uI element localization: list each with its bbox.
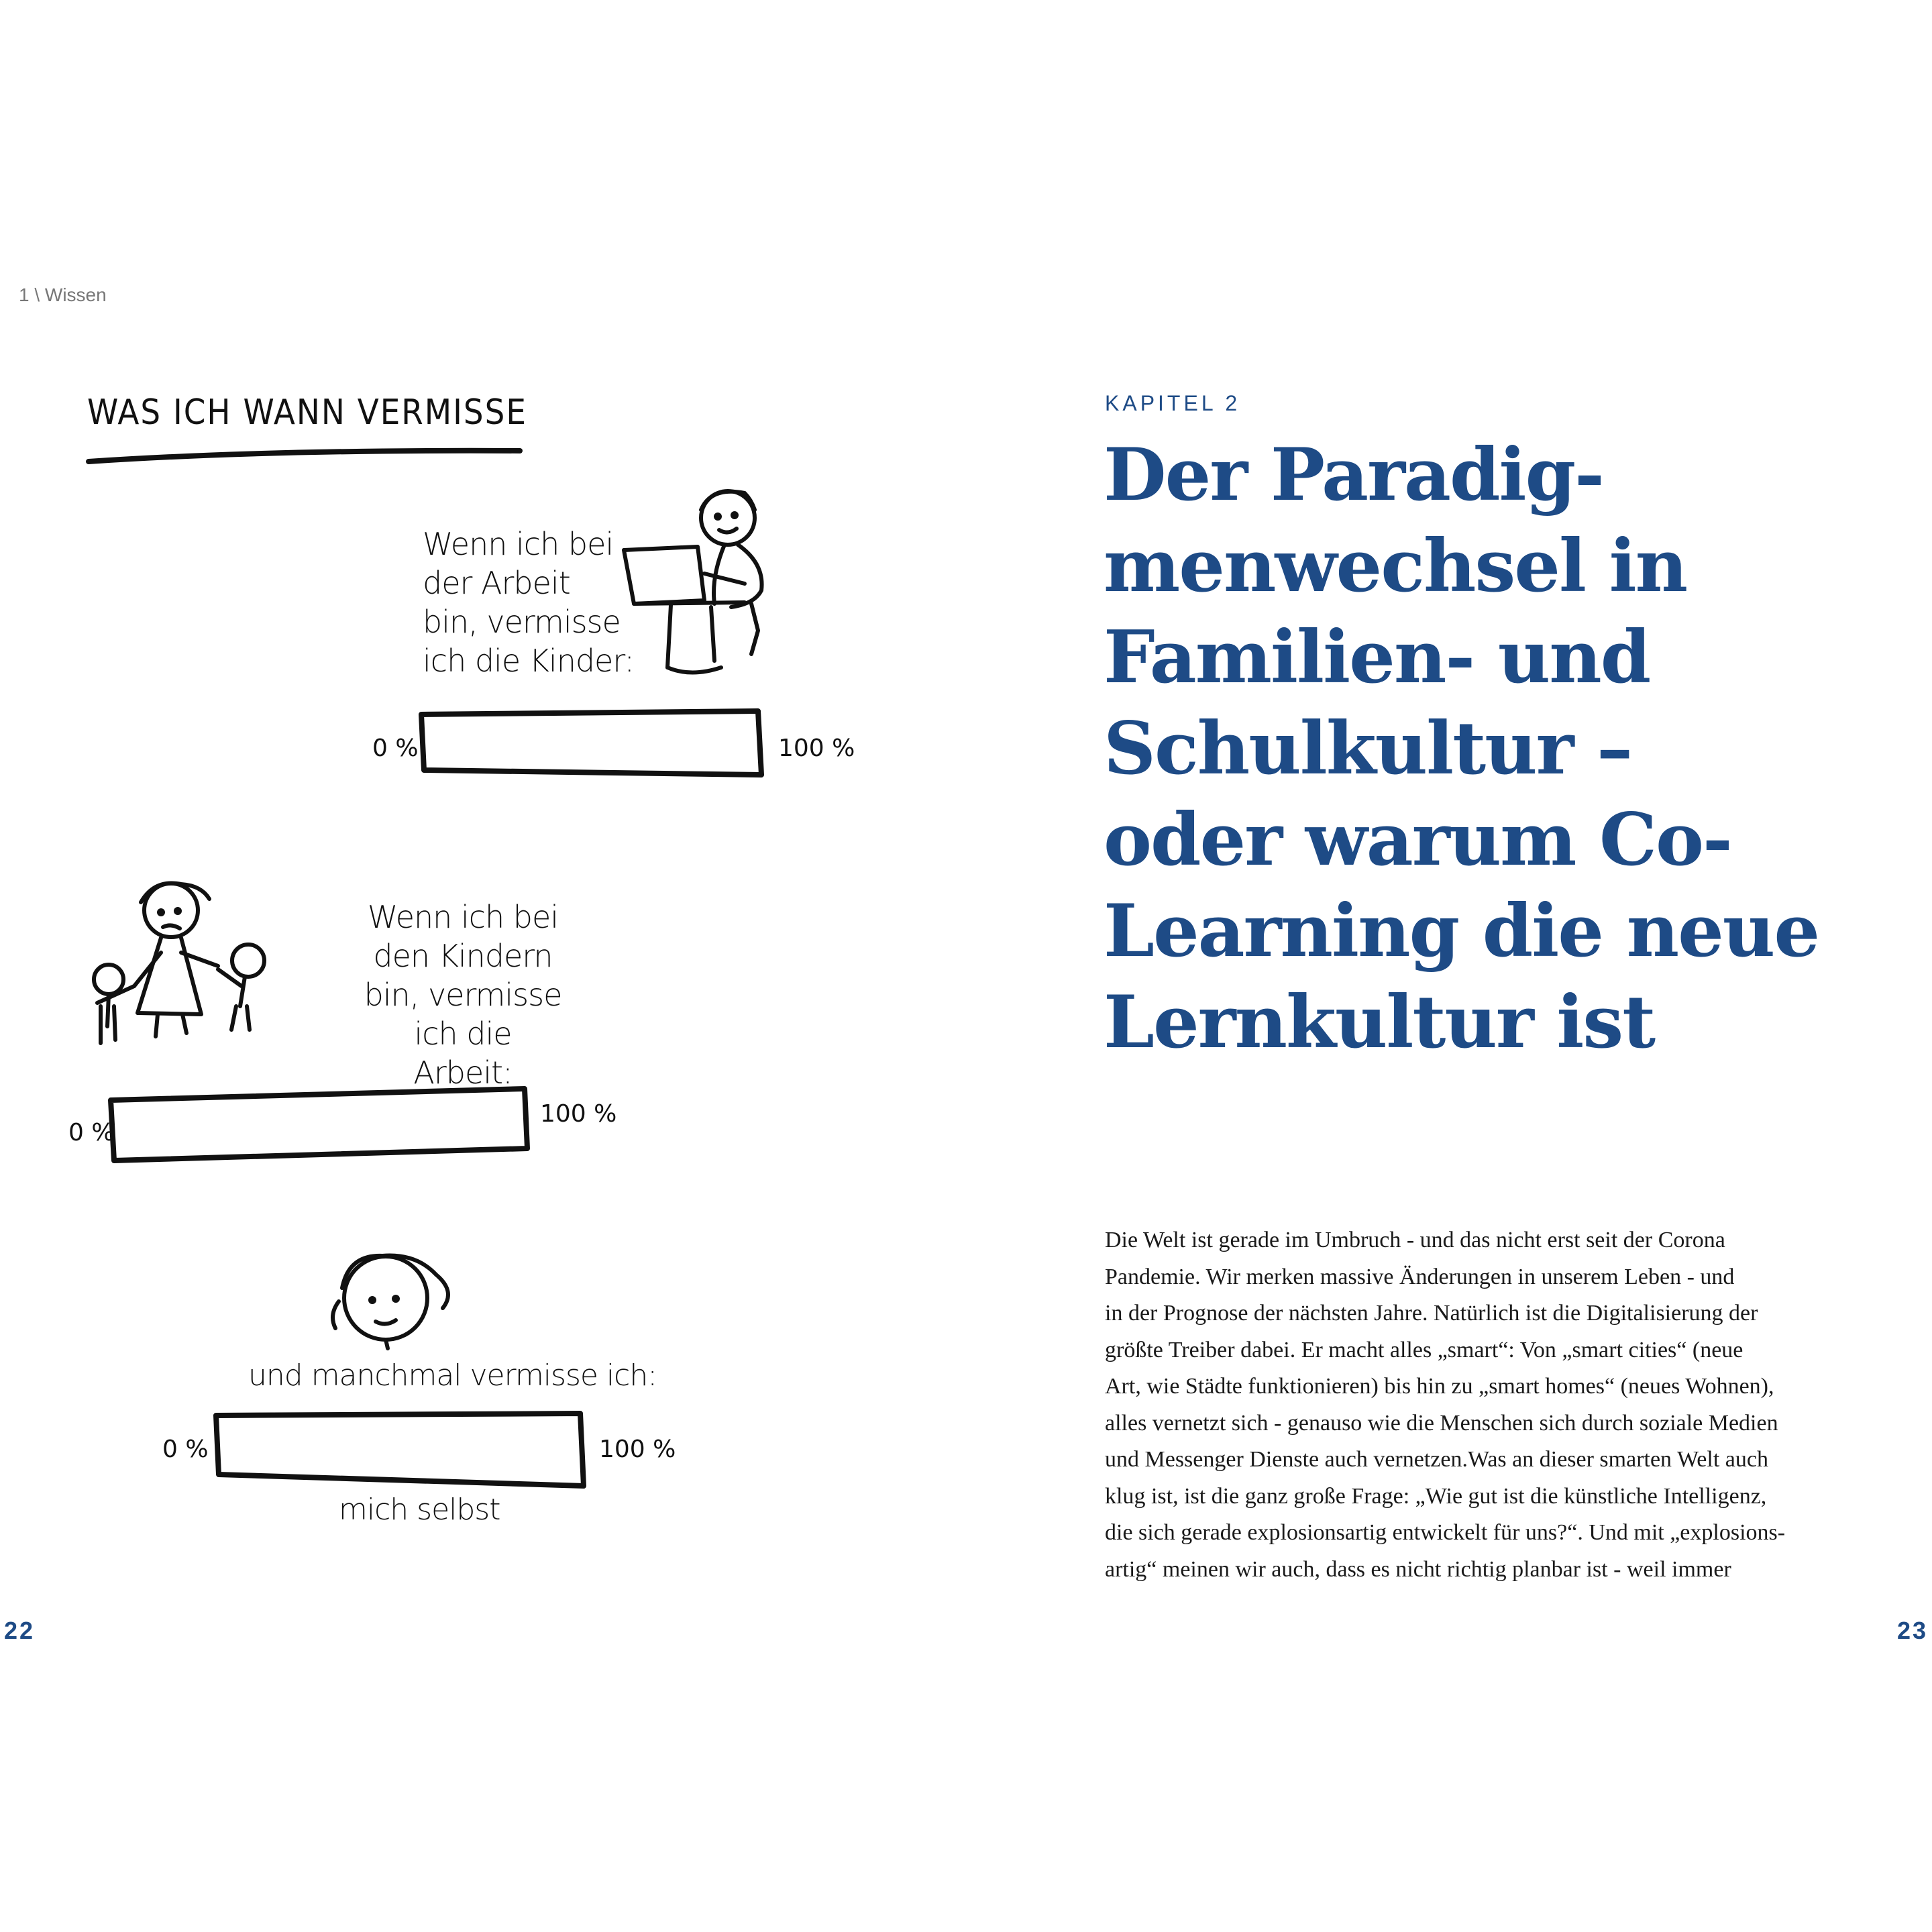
scale-3-max: 100 % xyxy=(599,1436,676,1463)
chapter-label: KAPITEL 2 xyxy=(1105,391,1241,415)
answer-self: mich selbst xyxy=(339,1493,500,1527)
self-portrait-drawing xyxy=(333,1256,448,1348)
scale-1-min: 0 % xyxy=(372,735,419,762)
scale-3-min: 0 % xyxy=(162,1436,209,1463)
worker-at-laptop-drawing xyxy=(624,491,762,673)
page-number-left: 22 xyxy=(4,1617,36,1644)
question-self: und manchmal vermisse ich: xyxy=(248,1358,657,1393)
scale-2-min: 0 % xyxy=(68,1119,115,1146)
sketch-title: WAS ICH WANN VERMISSE xyxy=(87,392,527,433)
question-at-work: Wenn ich bei der Arbeit bin, vermisse ich die Kinder: xyxy=(423,526,634,679)
scale-bar-1 xyxy=(421,711,761,775)
running-head: 1 \ Wissen xyxy=(19,284,107,305)
mother-with-children-drawing xyxy=(94,883,264,1043)
page-number-right: 23 xyxy=(1896,1617,1928,1644)
scale-2-max: 100 % xyxy=(540,1100,617,1128)
question-with-children: Wenn ich bei den Kindern bin, vermisse ich die Arbeit: xyxy=(364,899,562,1091)
scale-1-max: 100 % xyxy=(778,735,855,762)
chapter-body-text: Die Welt ist gerade im Umbruch - und das nicht erst seit der Corona Pandemie. Wir merken massive Änderungen in unserem Leben - und in der Prognose der nächsten Jahre. Natürlich ist die Digitalisierung der größte Treiber dabei. Er macht alles „smart“: Von „smart cities“ (neue Art, wie Städte funktionieren) bis hin zu „smart homes“ (neues Wohnen), alles vernetzt sich - genauso wie die Menschen sich durch soziale Medien und Messenger Dienste auch vernetzen.Was an dieser smarten Welt auch klug ist, ist die ganz große Frage: „Wie gut ist die künstliche Intelligenz, die sich gerade explosionsartig entwickelt für uns?“. Und mit „explosions- artig“ meinen wir auch, dass es nicht richtig planbar ist - weil immer xyxy=(1105,1228,1786,1582)
right-page xyxy=(966,0,1932,1932)
scale-bar-3 xyxy=(216,1413,584,1486)
title-underline xyxy=(89,451,520,462)
scale-bar-2 xyxy=(111,1089,527,1161)
chapter-title: Der Paradig- menwechsel in Familien- und Schulkultur – oder warum Co- Learning die neue Lernkultur ist xyxy=(1104,433,1819,1065)
